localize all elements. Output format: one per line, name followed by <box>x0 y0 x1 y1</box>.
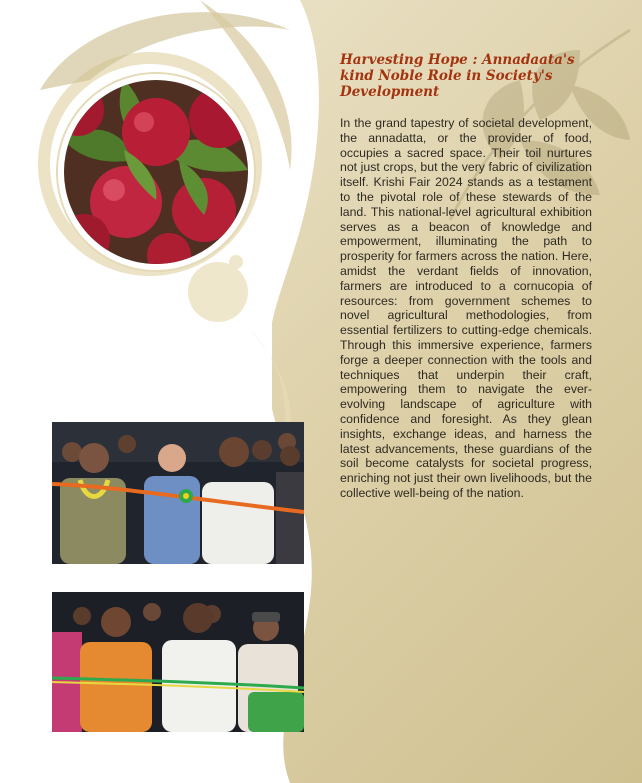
apples-photo <box>58 74 254 270</box>
ribbon-cutting-photo-top <box>52 422 304 564</box>
bubble-large <box>188 262 248 322</box>
article-title: Harvesting Hope : Annadaata's kind Noble Role in Society's Development <box>340 52 575 100</box>
bubble-small <box>229 255 243 269</box>
article-body: In the grand tapestry of societal development, the annadatta, or the provider of food, occupies a sacred space. Their toil nurtures not just crops, but the very fabric of civilization itself. Krishi Fair 2024 stands as a testament to the pivotal role of these stewards of the land. This national-level agricultural exhibition serves as a beacon of knowledge and empowerment, illuminating the path to prosperity for farmers across the nation. Here, amidst the verdant fields of innovation, farmers are introduced to a cornucopia of resources: from government schemes to novel agricultural methodologies, from essential fertilizers to cutting-edge chemicals. Through this immersive experience, farmers forge a deeper connection with the tools and techniques that underpin their craft, empowering them to navigate the ever-evolving landscape of agriculture with confidence and foresight. As they glean insights, exchange ideas, and harness the latest advancements, these guardians of the soil become catalysts for societal progress, enriching not just their own livelihoods, but the collective well-being of the nation. <box>340 116 592 500</box>
article <box>340 52 592 501</box>
inauguration-photo-bottom <box>52 592 304 732</box>
